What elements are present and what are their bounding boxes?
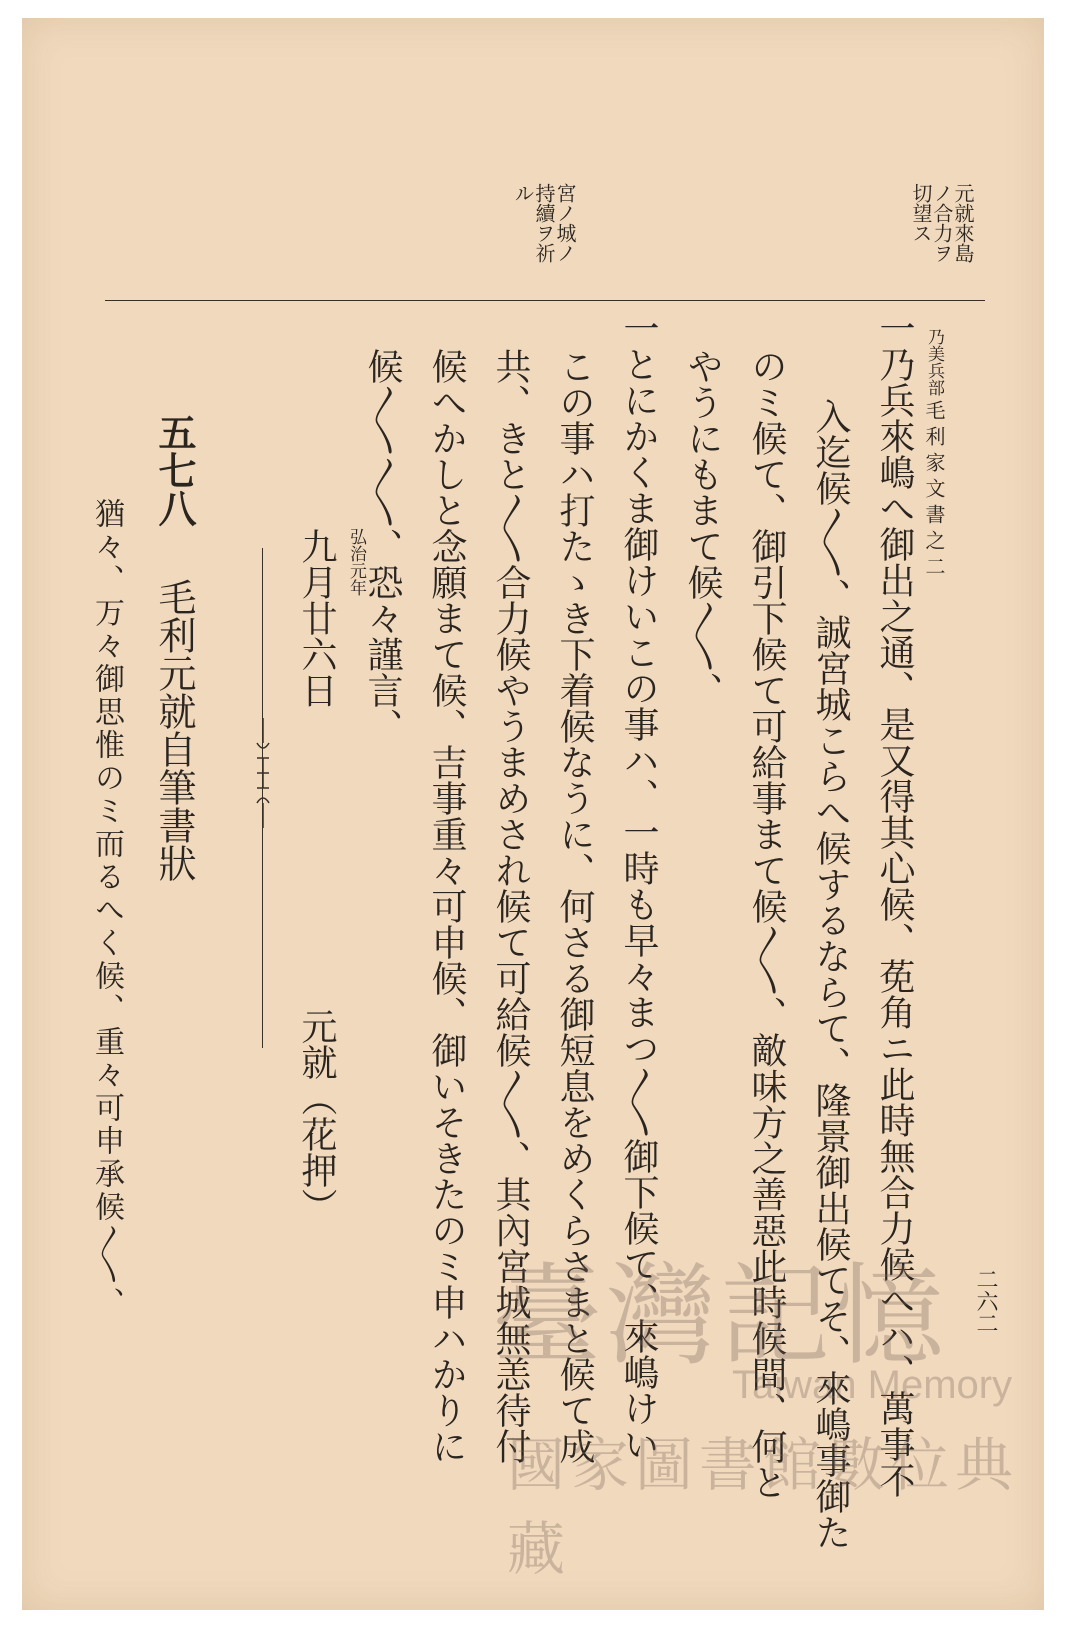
letter-line: のミ候て、御引下候て可給事まて候〳〵、敵味方之善惡此時候間、何と: [746, 348, 787, 1500]
margin-note-right: [910, 183, 973, 263]
margin-note-line: ル: [511, 183, 535, 203]
letter-line: 候〳〵〳〵、恐々謹言、: [362, 348, 403, 744]
watermark-cjk: 臺灣記憶: [492, 1252, 948, 1380]
document-first-line: 猶々、万々御思惟のミ而るへく候、重々可申承候〳〵、: [89, 498, 124, 1320]
ornament-icon: [251, 718, 275, 828]
annotation-gloss: 弘治元年: [346, 528, 366, 596]
letter-line: この事ハ打たゝき下着候なうに、何さる御短息をめくらさまと候て成: [554, 348, 595, 1464]
margin-note-left: [512, 183, 575, 263]
letter-line: 一とにかくま御けいこの事ハ、一時も早々まつ〳〵御下候て、來嶋けい: [618, 310, 659, 1462]
letter-line: 乃美兵部 一乃兵來嶋へ御出之通、是又得其心候、莬角ニ此時無合力候へハ、萬事不: [862, 310, 926, 1498]
margin-note-line: ノ合力ヲ: [930, 183, 954, 263]
letter-line: やうにもまて候〳〵、: [682, 348, 723, 708]
document-number: 五七八: [152, 413, 197, 527]
document-title: 毛利元就自筆書狀: [152, 578, 196, 882]
running-head: 毛利家文書之二: [922, 400, 946, 582]
letter-signature: 元就（花押）: [296, 1008, 337, 1224]
watermark-subtitle: 國家圖書館數位典藏: [507, 1433, 1020, 1582]
margin-note-line: 元就來島: [951, 183, 975, 263]
margin-note-line: 持續ヲ祈: [532, 183, 556, 263]
page-number: 二六二: [973, 1268, 998, 1334]
letter-line: 入迄候〳〵、誠宮城こらへ候するならて、隆景御出候てそ、來嶋事御た: [810, 398, 851, 1550]
letter-line: 共、きと〳〵合力候やうまめされ候て可給候〳〵、其內宮城無恙待付: [490, 348, 531, 1464]
margin-note-line: 宮ノ城ノ: [553, 183, 577, 263]
watermark-english: Taiwan Memory: [732, 1363, 1013, 1407]
book-page: [22, 18, 1044, 1610]
letter-date: 弘治元年 九月廿六日: [284, 528, 348, 708]
letter-line: 候へかしと念願まて候、吉事重々可申候、御いそきたのミ申ハかりに: [426, 348, 467, 1464]
margin-note-line: 切望ス: [909, 183, 933, 243]
annotation-gloss: 乃美兵部: [924, 328, 944, 396]
header-rule: [105, 300, 985, 301]
